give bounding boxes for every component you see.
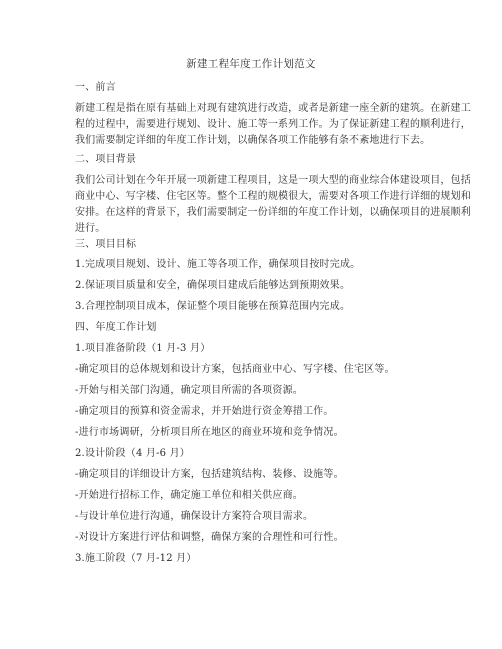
phase-title: 3.施工阶段（7 月-12 月） <box>75 553 197 564</box>
paragraph-line: 进行。 <box>75 223 106 234</box>
paragraph-line: 我们公司计划在今年开展一项新建工程项目，这是一项大型的商业综合体建设项目，包括 <box>75 175 471 186</box>
background-paragraph <box>75 173 471 237</box>
section-heading-plan: 四、年度工作计划 <box>75 322 157 333</box>
phase-item: -确定项目的详细设计方案，包括建筑结构、装修、设施等。 <box>75 469 344 480</box>
preface-paragraph <box>75 101 471 149</box>
phase-item: -与设计单位进行沟通，确保设计方案符合项目需求。 <box>75 511 314 522</box>
paragraph-line: 程的过程中，需要进行规划、设计、施工等一系列工作。为了保证新建工程的顺利进行， <box>75 119 471 130</box>
goal-item: 1.完成项目规划、设计、施工等各项工作，确保项目按时完成。 <box>75 259 361 270</box>
section-heading-goals: 三、项目目标 <box>75 239 137 250</box>
goal-item: 3.合理控制项目成本，保证整个项目能够在预算范围内完成。 <box>75 301 351 312</box>
phase-item: -对设计方案进行评估和调整，确保方案的合理性和可行性。 <box>75 532 344 543</box>
section-heading-preface: 一、前言 <box>75 82 116 93</box>
phase-item: -确定项目的预算和资金需求，并开始进行资金筹措工作。 <box>75 406 334 417</box>
paragraph-line: 安排。在这样的背景下，我们需要制定一份详细的年度工作计划，以确保项目的进展顺利 <box>75 207 471 218</box>
goal-item: 2.保证项目质量和安全，确保项目建成后能够达到预期效果。 <box>75 280 351 291</box>
phase-item: -开始进行招标工作，确定施工单位和相关供应商。 <box>75 490 303 501</box>
phase-item: -进行市场调研，分析项目所在地区的商业环境和竞争情况。 <box>75 427 344 438</box>
section-heading-background: 二、项目背景 <box>75 154 137 165</box>
document-title: 新建工程年度工作计划范文 <box>186 58 316 70</box>
phase-item: -确定项目的总体规划和设计方案，包括商业中心、写字楼、住宅区等。 <box>75 364 395 375</box>
paragraph-line: 我们需要制定详细的年度工作计划，以确保各项工作能够有条不紊地进行下去。 <box>75 135 431 146</box>
phase-title: 2.设计阶段（4 月-6 月） <box>75 448 191 459</box>
phase-title: 1.项目准备阶段（1 月-3 月） <box>75 343 211 354</box>
paragraph-line: 商业中心、写字楼、住宅区等。整个工程的规模很大，需要对各项工作进行详细的规划和 <box>75 191 471 202</box>
phase-item: -开始与相关部门沟通，确定项目所需的各项资源。 <box>75 385 303 396</box>
paragraph-line: 新建工程是指在原有基础上对现有建筑进行改造，或者是新建一座全新的建筑。在新建工 <box>75 103 471 114</box>
